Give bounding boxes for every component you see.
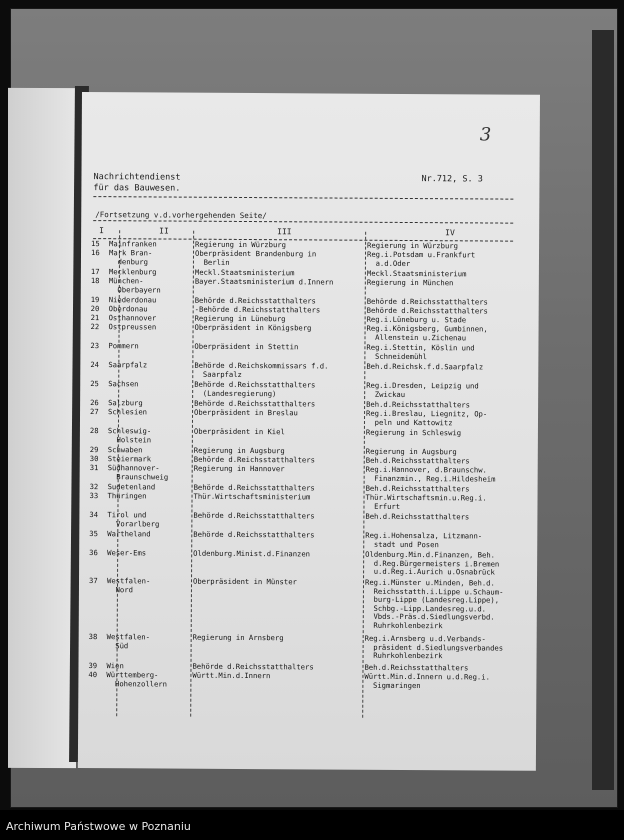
authority-name: Oberpräsident Brandenburg in Berlin [194,248,317,267]
office-name: Beh.d.Reichsstatthalters [366,399,470,410]
authority-name: Regierung in Arnsberg [192,632,284,643]
document-reference: Nr.712, S. 3 [421,174,483,185]
authority-name: Behörde d.Reichsstatthalters [194,295,316,306]
row-number: 27 [90,407,99,417]
region-name: Salzburg [108,398,143,408]
row-number: 24 [90,360,100,370]
row-number: 34 [89,510,99,520]
table-row [80,407,538,427]
office-name: Reg.i.Dresden, Leipzig und Zwickau [366,380,479,399]
row-number: 29 [89,445,99,455]
row-number: 15 [91,239,100,249]
table-row [81,295,539,307]
region-name: Schwaben [107,445,143,455]
authority-name: Württ.Min.d.Innern [192,670,271,681]
office-name: Beh.d.Reichsstatthalters [365,511,470,522]
office-name: Reg.i.Hohensalza, Litzmann- stadt und Posen [365,530,483,549]
region-name: Weser-Ems [107,548,147,558]
region-name: Pommern [108,341,139,351]
row-number: 25 [90,379,99,389]
office-name: Regierung in München [366,277,454,288]
region-name: Niederdonau [108,295,157,305]
authority-name: Behörde d.Reichsstatthalters [193,529,315,540]
region-name: Tirol und Vorarlberg [107,510,160,529]
region-name: Thüringen [107,491,147,501]
row-number: 39 [88,661,98,671]
table-row [81,304,539,316]
office-name: Beh.d.Reichsstatthalters [365,483,470,494]
office-name: Behörde d.Reichsstatthalters [366,305,488,316]
authority-name: Behörde d.Reichsstatthalters [193,482,315,493]
region-name: Sudetenland [107,482,156,492]
office-name: Württ.Min.d.Innern u.d.Reg.i. Sigmaringen [364,671,490,690]
row-number: 16 [90,248,100,258]
row-number: 32 [89,482,99,492]
authority-name: Oberpräsident in Münster [192,576,297,587]
table-row [79,632,537,661]
authority-name: Thür.Wirtschaftsministerium [193,491,311,502]
region-name: Südhannover- Braunschweig [107,463,169,482]
table-row [81,322,539,342]
office-name: Reg.i.Stettin, Köslin und Schneidemühl [366,342,475,361]
authority-name: Oberpräsident in Breslau [194,407,298,418]
document-page [78,92,540,771]
authority-name: Regierung in Hannover [193,463,285,474]
authority-name: Regierung in Lüneburg [194,313,286,324]
authority-name: Oberpräsident in Kiel [193,426,285,437]
office-name: Beh.d.Reichsstatthalters [364,662,469,673]
row-number: 31 [89,463,99,473]
row-number: 17 [90,267,100,277]
office-name: Reg.i.Königsberg, Gumbinnen, Allenstein u.Zichenau [366,323,488,342]
region-name: Mecklenburg [108,267,157,277]
region-name: Schlesien [108,407,148,417]
row-number: 35 [89,529,98,539]
row-number: 30 [89,454,99,464]
row-number: 23 [90,341,100,351]
office-name: Reg.i.Arnsberg u.d.Verbands- präsident d.Siedlungsverbandes Ruhrkohlenbezirk [364,633,504,661]
authority-name: Bayer.Staatsministerium d.Innern [194,276,334,287]
table-row [79,529,537,549]
row-number: 26 [90,398,99,408]
row-number: 37 [88,576,98,586]
authority-name: Behörde d.Reichsstatthalters [194,398,316,409]
authority-name: Behörde d.Reichskommissars f.d. Saarpfalz [194,360,329,379]
region-name: Schleswig- Holstein [107,426,152,445]
region-name: Oberdonau [108,304,148,314]
region-name: Westfalen- Nord [106,576,151,594]
header-rule [93,196,513,200]
row-number: 19 [90,295,100,305]
office-name: Beh.d.Reichsk.f.d.Saarpfalz [366,361,484,372]
table-row [79,548,537,577]
underlying-sheet [8,88,76,768]
region-name: Osthannover [108,313,157,323]
authority-name: Behörde d.Reichsstatthalters [193,510,315,521]
row-number: 18 [90,276,100,286]
row-number: 20 [90,304,100,314]
table-row [81,248,539,268]
table-row [80,491,538,511]
row-number: 36 [89,548,98,558]
office-name: Reg.i.Lüneburg u. Stade [366,314,467,325]
table-row [80,445,538,457]
continuation-note: /Fortsetzung v.d.vorhergehenden Seite/ [95,210,267,221]
column-header-4: IV [445,228,455,238]
authority-name: Meckl.Staatsministerium [194,267,295,278]
office-name: Regierung in Augsburg [365,446,457,457]
frame-edge-shadow [592,30,614,790]
authority-name: Behörde d.Reichsstatthalters (Landesregierung) [194,379,316,398]
authority-name: Regierung in Würzburg [195,239,286,250]
table-row [80,482,538,494]
authority-name: Behörde d.Reichsstatthalters [193,454,315,465]
table-row [80,398,538,410]
authority-name: Regierung in Augsburg [193,445,285,456]
table-row [79,576,537,631]
row-number: 21 [90,313,100,323]
table-row [78,670,536,690]
office-name: Reg.i.Breslau, Liegnitz, Op- peln und Kattowitz [365,408,488,427]
office-name: Regierung in Würzburg [367,240,458,251]
header-line-2: für das Bauwesen. [93,183,181,194]
row-number: 33 [89,491,99,501]
authority-name: Behörde d.Reichsstatthalters [192,661,314,672]
row-number: 38 [88,632,98,642]
region-name: Mainfranken [109,239,157,249]
archive-name: Archiwum Państwowe w Poznaniu [6,820,191,833]
row-number: 22 [90,322,100,332]
office-name: Behörde d.Reichsstatthalters [366,296,488,307]
document-header [93,172,180,195]
region-name: Saarpfalz [108,360,148,370]
office-name: Reg.i.Hannover, d.Braunschw. Finanzmin., Reg.i.Hildesheim [365,464,496,484]
office-name: Thür.Wirtschaftsmin.u.Reg.i. Erfurt [365,492,487,511]
region-name: Mark Bran- denburg [108,248,153,266]
table-row [80,379,538,399]
table-row [80,463,538,484]
region-name: München- Oberbayern [108,276,161,295]
authority-name: -Behörde d.Reichsstatthalters [194,304,321,315]
authority-name: Oberpräsident in Stettin [194,341,299,352]
header-line-1: Nachrichtendienst [93,172,181,183]
column-header-2: II [159,226,169,236]
region-name: Sachsen [108,379,139,389]
office-name: Oldenburg.Min.d.Finanzen, Beh. d.Reg.Bürgermeisters i.Bremen u.d.Reg.i.Aurich u.Osnabrück [365,549,500,577]
office-name: Reg.i.Münster u.Minden, Beh.d. Reichsstatth.i.Lippe u.Schaum- burg-Lippe (Landesreg.Lippe), Schbg.-Lipp.Landesreg.u.d. Vbds.-Präs.d.Siedlungsverbd. Ruhrkohlenbezirk [364,577,504,631]
region-name: Wartheland [107,529,151,539]
authority-name: Oldenburg.Minist.d.Finanzen [193,548,311,559]
region-name: Württemberg- Hohenzollern [106,670,168,689]
table-row [79,510,537,529]
office-name: Regierung in Schleswig [365,427,462,438]
handwritten-page-number: 3 [479,124,492,146]
office-name: Meckl.Staatsministerium [366,268,467,279]
table-row [80,360,538,379]
table-row [80,454,538,466]
table-top-rule [93,220,513,224]
office-name: Reg.i.Potsdam u.Frankfurt a.d.Oder [366,249,476,268]
row-number: 40 [88,670,98,680]
column-header-1: I [99,226,105,236]
row-number: 28 [89,426,99,436]
region-name: Ostpreussen [108,322,157,332]
region-name: Steiermark [107,454,152,464]
table-row [79,661,537,673]
region-name: Wien [106,661,124,671]
table-row [80,341,538,361]
column-header-3: III [277,227,292,237]
authority-name: Oberpräsident in Königsberg [194,322,312,333]
archive-footer [0,810,624,840]
office-name: Beh.d.Reichsstatthalters [365,455,470,466]
region-name: Westfalen- Süd [106,632,150,650]
